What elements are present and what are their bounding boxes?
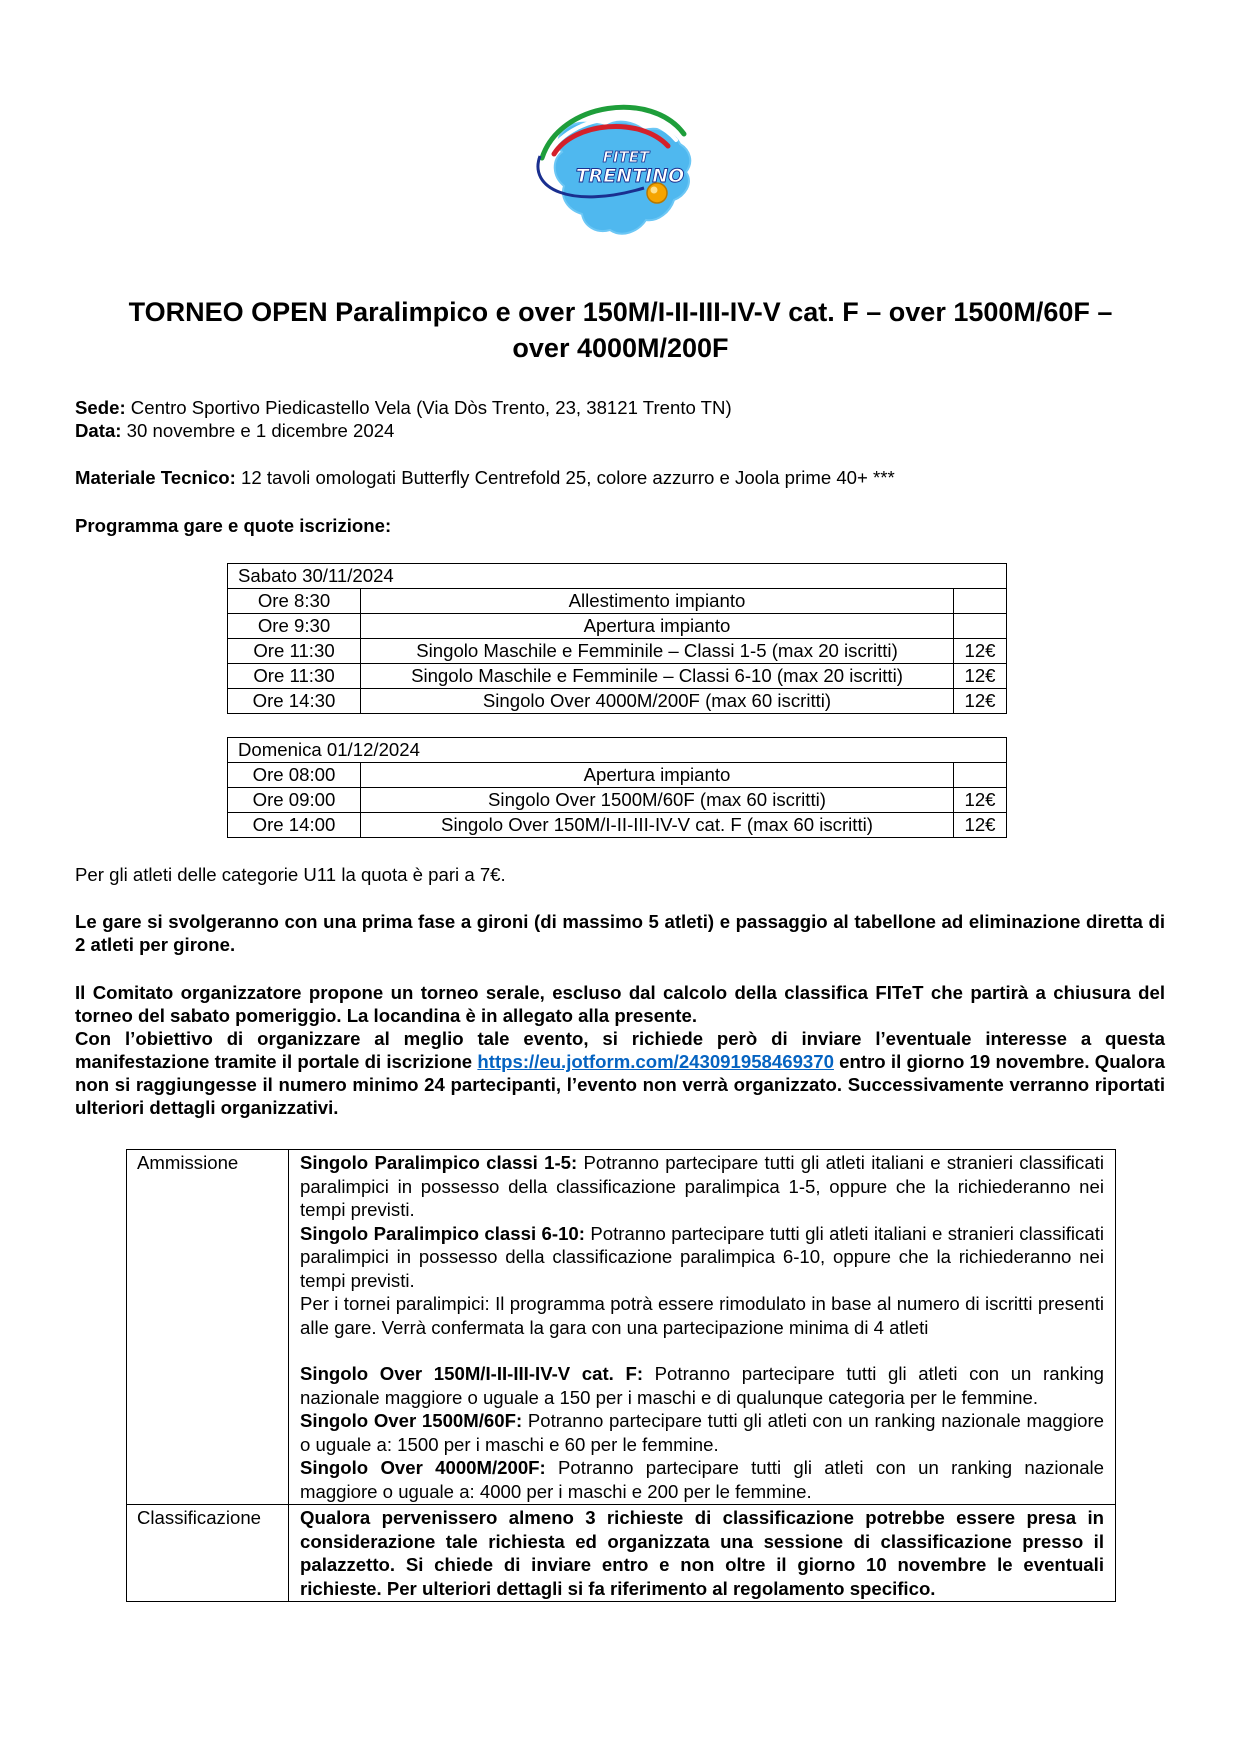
schedule-description: Singolo Over 1500M/60F (max 60 iscritti) xyxy=(361,788,954,813)
gironi-paragraph: Le gare si svolgeranno con una prima fase a gironi (di massimo 5 atleti) e passaggio al tabellone ad eliminazione diretta di 2 atleti per girone. xyxy=(75,911,1165,955)
table-row xyxy=(228,689,1007,714)
schedule-fee: 12€ xyxy=(954,788,1007,813)
schedule-fee: 12€ xyxy=(954,639,1007,664)
table-row xyxy=(228,564,1007,589)
table-row xyxy=(228,639,1007,664)
schedule-description: Singolo Maschile e Femminile – Classi 6-10 (max 20 iscritti) xyxy=(361,664,954,689)
schedule-description: Singolo Maschile e Femminile – Classi 1-5 (max 20 iscritti) xyxy=(361,639,954,664)
logo-text-trentino: TRENTINO xyxy=(575,165,685,187)
rule-heading: Singolo Over 4000M/200F: xyxy=(300,1457,546,1478)
schedule-fee xyxy=(954,589,1007,614)
schedule-description: Apertura impianto xyxy=(361,614,954,639)
rule-text: Potranno partecipare tutti gli atleti con un ranking nazionale maggiore o uguale a 150 per i maschi e di qualunque categoria per le femmine. xyxy=(300,1363,1105,1408)
sede-line xyxy=(75,396,1165,419)
table-row xyxy=(228,788,1007,813)
u11-note: Per gli atleti delle categorie U11 la quota è pari a 7€. xyxy=(75,864,506,885)
rule-heading: Singolo Over 1500M/60F: xyxy=(300,1410,523,1431)
rule-item xyxy=(300,1222,1104,1293)
table-row xyxy=(228,813,1007,838)
serale-registration-paragraph xyxy=(75,1027,1165,1119)
schedule-time: Ore 9:30 xyxy=(228,614,361,639)
schedule-description: Singolo Over 4000M/200F (max 60 iscritti) xyxy=(361,689,954,714)
rule-item xyxy=(300,1151,1104,1222)
schedule-time: Ore 14:00 xyxy=(228,813,361,838)
schedule-time: Ore 08:00 xyxy=(228,763,361,788)
sede-value: Centro Sportivo Piedicastello Vela (Via Dòs Trento, 23, 38121 Trento TN) xyxy=(125,397,732,418)
schedule-fee xyxy=(954,614,1007,639)
programma-heading xyxy=(75,514,1165,537)
schedule-fee: 12€ xyxy=(954,664,1007,689)
table-row xyxy=(228,763,1007,788)
schedule-fee: 12€ xyxy=(954,689,1007,714)
registration-text-before: Con l’obiettivo di organizzare al meglio tale evento, si richiede però di inviare l’eventuale interesse a questa manifestazione tramite il portale di iscrizione xyxy=(75,1028,1165,1072)
schedule-fee xyxy=(954,763,1007,788)
jotform-link[interactable]: https://eu.jotform.com/243091958469370 xyxy=(477,1051,834,1072)
data-value: 30 novembre e 1 dicembre 2024 xyxy=(121,420,395,441)
registration-text-after: entro il giorno 19 novembre. Qualora non si raggiungesse il numero minimo 24 partecipanti, l’evento non verrà organizzato. Successivamente verranno riportati ulteriori dettagli organizzativi. xyxy=(75,1051,1166,1118)
rule-text: Potranno partecipare tutti gli atleti con un ranking nazionale maggiore o uguale a: 1500 per i maschi e 60 per le femmine. xyxy=(300,1410,1104,1455)
rule-text: Potranno partecipare tutti gli atleti italiani e stranieri classificati paralimpici in possesso della classificazione paralimpica 6-10, oppure che la richiederanno nei tempi previsti. xyxy=(300,1222,1104,1291)
materiale-line xyxy=(75,466,1165,489)
rule-heading: Singolo Paralimpico classi 6-10: xyxy=(300,1222,585,1244)
serale-paragraph: Il Comitato organizzatore propone un torneo serale, escluso dal calcolo della classifica FITeT che partirà a chiusura del torneo del sabato pomeriggio. La locandina è in allegato alla presente. xyxy=(75,982,1165,1026)
table-row xyxy=(228,614,1007,639)
rule-text: Potranno partecipare tutti gli atleti italiani e stranieri classificati paralimpici in possesso della classificazione paralimpica 1-5, oppure che la richiederanno nei tempi previsti. xyxy=(300,1152,1104,1220)
schedule-time: Ore 8:30 xyxy=(228,589,361,614)
classificazione-content: Qualora pervenissero almeno 3 richieste di classificazione potrebbe essere presa in considerazione tale richiesta ed organizzata una sessione di classificazione presso il palazzetto. Si chiede di inviare entro e non oltre il giorno 10 novembre le eventuali richieste. Per ulteriori dettagli si fa riferimento al regolamento specifico. xyxy=(289,1505,1116,1602)
sunday-schedule-table xyxy=(227,737,1007,838)
schedule-time: Ore 11:30 xyxy=(228,664,361,689)
rules-table xyxy=(126,1149,1116,1602)
schedule-fee: 12€ xyxy=(954,813,1007,838)
saturday-day-header: Sabato 30/11/2024 xyxy=(228,564,1007,589)
spacer xyxy=(300,1339,1104,1362)
ammissione-label: Ammissione xyxy=(127,1150,289,1505)
rule-heading: Singolo Over 150M/I-II-III-IV-V cat. F: xyxy=(300,1363,644,1384)
schedule-description: Allestimento impianto xyxy=(361,589,954,614)
ammissione-content xyxy=(289,1150,1116,1505)
rule-item xyxy=(300,1362,1104,1409)
sede-label: Sede: xyxy=(75,397,126,418)
schedule-description: Apertura impianto xyxy=(361,763,954,788)
saturday-schedule-table xyxy=(227,563,1007,714)
rule-heading: Singolo Paralimpico classi 1-5: xyxy=(300,1152,578,1173)
page-title: TORNEO OPEN Paralimpico e over 150M/I-II-III-IV-V cat. F – over 1500M/60F – over 4000M/200F xyxy=(128,297,1113,363)
schedule-time: Ore 11:30 xyxy=(228,639,361,664)
fitet-trentino-logo xyxy=(534,92,706,242)
rule-item xyxy=(300,1409,1104,1456)
schedule-time: Ore 14:30 xyxy=(228,689,361,714)
sunday-day-header: Domenica 01/12/2024 xyxy=(228,738,1007,763)
table-row xyxy=(127,1505,1116,1602)
paralimpici-note: Per i tornei paralimpici: Il programma potrà essere rimodulato in base al numero di iscritti presenti alle gare. Verrà confermata la gara con una partecipazione minima di 4 atleti xyxy=(300,1293,1104,1338)
rule-item xyxy=(300,1456,1104,1503)
table-row xyxy=(228,589,1007,614)
schedule-description: Singolo Over 150M/I-II-III-IV-V cat. F (max 60 iscritti) xyxy=(361,813,954,838)
table-row xyxy=(228,738,1007,763)
materiale-label: Materiale Tecnico: xyxy=(75,467,236,488)
rule-text: Potranno partecipare tutti gli atleti con un ranking nazionale maggiore o uguale a: 4000 per i maschi e 200 per le femmine. xyxy=(300,1457,1105,1502)
materiale-value: 12 tavoli omologati Butterfly Centrefold 25, colore azzurro e Joola prime 40+ *** xyxy=(235,467,895,488)
logo-text-fitet: FITET xyxy=(602,148,650,166)
data-label: Data: xyxy=(75,420,122,441)
table-row xyxy=(127,1150,1116,1505)
table-row xyxy=(228,664,1007,689)
programma-label: Programma gare e quote iscrizione: xyxy=(75,515,392,536)
classificazione-label: Classificazione xyxy=(127,1505,289,1602)
schedule-time: Ore 09:00 xyxy=(228,788,361,813)
data-line xyxy=(75,419,1165,442)
